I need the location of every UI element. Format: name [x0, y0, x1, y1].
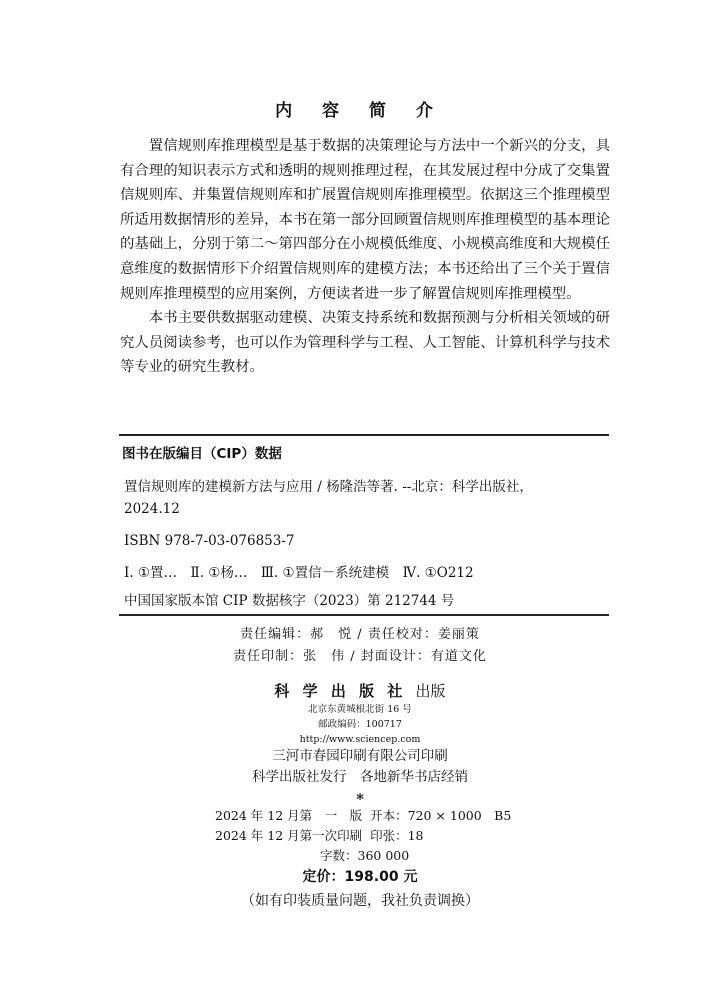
- cip-top-rule: [119, 434, 609, 436]
- quality-note: （如有印装质量问题，我社负责调换）: [241, 893, 479, 909]
- editor-credits: [0, 624, 720, 668]
- cip-isbn-line: ISBN 978-7-03-076853-7: [124, 533, 295, 549]
- cip-bottom-rule: [119, 614, 609, 616]
- publisher-url: http://www.sciencep.com: [299, 734, 421, 745]
- separator-star: *: [356, 790, 364, 808]
- word-count: 字数：360 000: [320, 848, 410, 863]
- edition-line: 2024 年 12 月第 一 版 开本：720 × 1000 B5: [215, 808, 512, 823]
- printing-line: 2024 年 12 月第一次印刷 印张：18: [215, 828, 424, 843]
- price: 定价：198.00 元: [302, 869, 418, 885]
- cip-number-line: 中国国家版本馆 CIP 数据核字（2023）第 212744 号: [124, 593, 455, 609]
- editor-line: 责任印制：张 伟 / 封面设计：有道文化: [233, 649, 487, 664]
- distribution-line: 科学出版社发行 各地新华书店经销: [252, 769, 468, 785]
- cip-heading: 图书在版编目（CIP）数据: [122, 446, 282, 462]
- publisher-name: 科 学 出 版 社: [274, 682, 407, 700]
- intro-paragraph: 置信规则库推理模型是基于数据的决策理论与方法中一个新兴的分支，具有合理的知识表示方式和透明的规则推理过程，在其发展过程中分成了交集置信规则库、并集置信规则库和扩展置信规则库推理模型。依据这三个推理模型所适用数据情形的差异，本书在第一部分回顾置信规则库推理模型的基本理论的基础上，分别于第二～第四部分在小规模低维度、小规模高维度和大规模任意维度的数据情形下介绍置信规则库的建模方法；本书还给出了三个关于置信规则库推理模型的应用案例，方便读者进一步了解置信规则库推理模型。: [120, 138, 610, 302]
- publisher-postcode: 邮政编码：100717: [318, 719, 402, 730]
- publisher-suffix: 出版: [415, 682, 446, 700]
- cip-date-line: 2024.12: [124, 501, 180, 517]
- publisher-address: 北京东黄城根北街 16 号: [308, 704, 412, 715]
- intro-body: [120, 134, 610, 380]
- cip-record: [124, 476, 604, 612]
- edition-info: [215, 806, 511, 846]
- editor-line: 责任编辑：郝 悦 / 责任校对：姜丽策: [240, 627, 480, 642]
- publisher-address-block: [0, 702, 720, 747]
- cip-title-line: 置信规则库的建模新方法与应用 / 杨隆浩等著. --北京：科学出版社，: [124, 479, 533, 495]
- intro-paragraph: 本书主要供数据驱动建模、决策支持系统和数据预测与分析相关领域的研究人员阅读参考，也可以作为管理科学与工程、人工智能、计算机科学与技术等专业的研究生教材。: [120, 310, 610, 376]
- cip-classification-line: Ⅰ. ①置… Ⅱ. ①杨… Ⅲ. ①置信－系统建模 Ⅳ. ①O212: [124, 565, 474, 581]
- publisher-line: [0, 680, 720, 701]
- printer-block: [0, 746, 720, 788]
- intro-title: 内 容 简 介: [275, 101, 445, 121]
- printer-line: 三河市春园印刷有限公司印刷: [272, 748, 448, 764]
